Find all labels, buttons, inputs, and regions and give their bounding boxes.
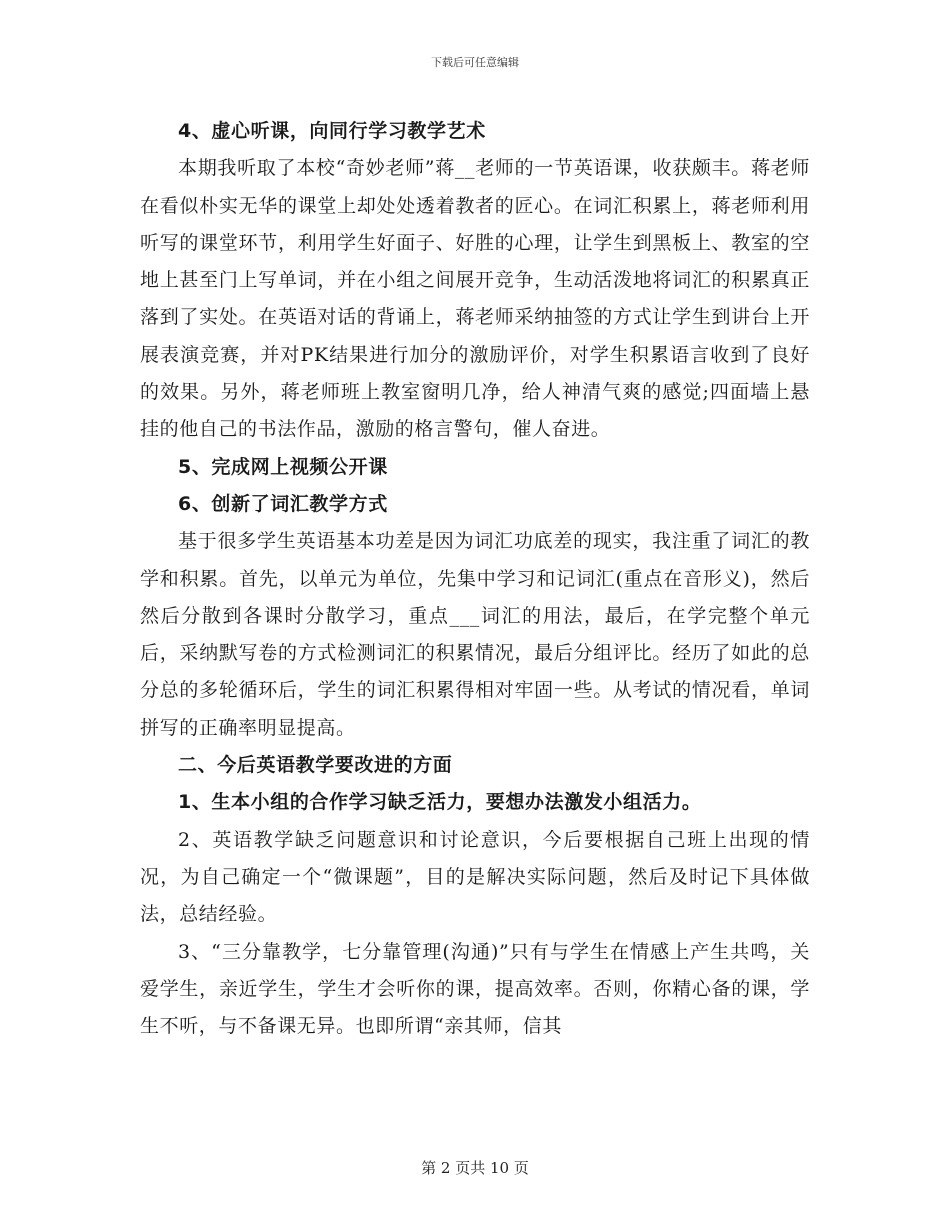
section-heading: 6、创新了词汇教学方式 — [178, 492, 388, 515]
section-heading: 1、生本小组的合作学习缺乏活力，要想办法激发小组活力。 — [178, 791, 702, 814]
paragraph: 基于很多学生英语基本功差是因为词汇功底差的现实，我注重了词汇的教学和积累。首先，以单元为单位，先集中学习和记词汇(重点在音形义)，然后然后分散到各课时分散学习，重点___词汇的用法，最后，在学完整个单元后，采纳默写卷的方式检测词汇的积累情况，最后分组评比。经历了如此的总分总的多轮循环后，学生的词汇积累得相对牢固一些。从考试的情况看，单词拼写的正确率明显提高。 — [140, 530, 810, 739]
page-header-note: 下载后可任意编辑 — [431, 56, 519, 69]
paragraph: 本期我听取了本校“奇妙老师”蒋__老师的一节英语课，收获颇丰。蒋老师在看似朴实无华的课堂上却处处透着教者的匠心。在词汇积累上，蒋老师利用听写的课堂环节，利用学生好面子、好胜的心理，让学生到黑板上、教室的空地上甚至门上写单词，并在小组之间展开竞争，生动活泼地将词汇的积累真正落到了实处。在英语对话的背诵上，蒋老师采纳抽签的方式让学生到讲台上开展表演竞赛，并对PK结果进行加分的激励评价，对学生积累语言收到了良好的效果。另外，蒋老师班上教室窗明几净，给人神清气爽的感觉;四面墙上悬挂的他自己的书法作品，激励的格言警句，催人奋进。 — [140, 157, 810, 441]
section-heading: 4、虚心听课，向同行学习教学艺术 — [178, 120, 486, 142]
paragraph: 2、英语教学缺乏问题意识和讨论意识，今后要根据自己班上出现的情况，为自己确定一个“微课题”，目的是解决实际问题，然后及时记下具体做法，总结经验。 — [140, 828, 810, 926]
page-number: 第 2 页共 10 页 — [421, 1159, 529, 1177]
section-heading: 二、今后英语教学要改进的方面 — [178, 754, 453, 777]
paragraph: 3、“三分靠教学，七分靠管理(沟通)”只有与学生在情感上产生共鸣，关爱学生，亲近学生，学生才会听你的课，提高效率。否则，你精心备的课，学生不听，与不备课无异。也即所谓“亲其师，信其 — [140, 940, 810, 1038]
section-heading: 5、完成网上视频公开课 — [178, 455, 388, 478]
document-body — [140, 113, 810, 1045]
